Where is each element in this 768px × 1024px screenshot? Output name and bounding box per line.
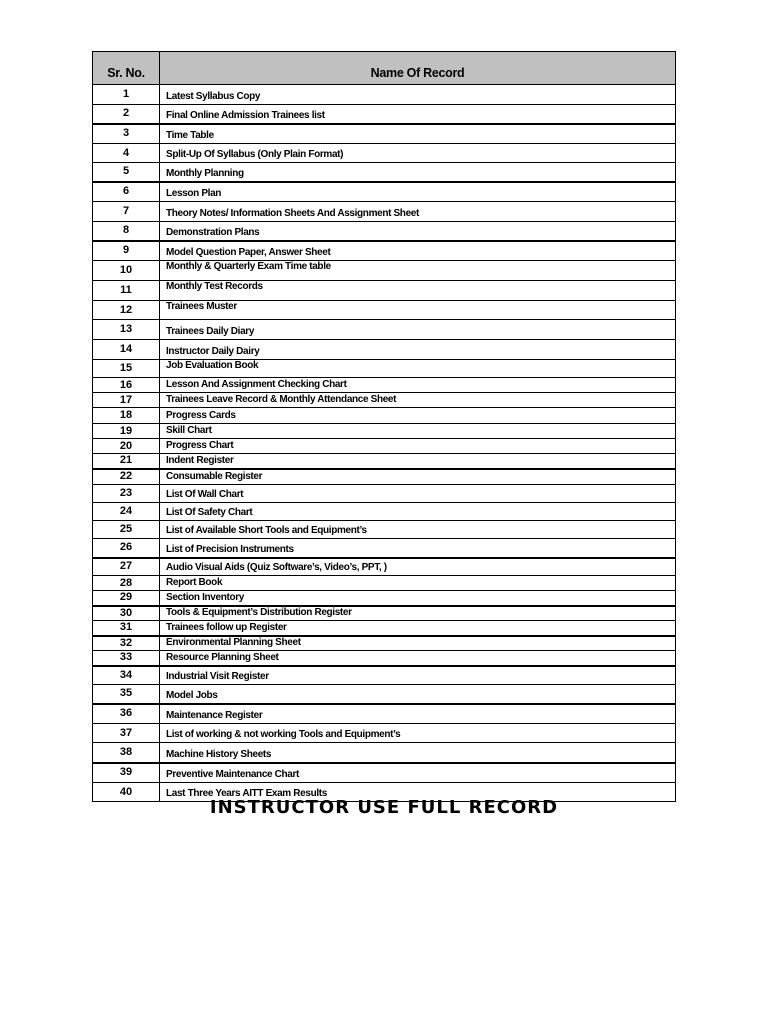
sr-no-cell: 28 (93, 576, 160, 591)
record-name-cell: List Of Wall Chart (160, 485, 676, 503)
table-row (93, 724, 676, 743)
table-row (93, 591, 676, 606)
sr-no-cell: 39 (93, 763, 160, 783)
sr-no-cell: 25 (93, 521, 160, 539)
record-name-cell: Model Question Paper, Answer Sheet (160, 241, 676, 261)
table-row (93, 424, 676, 439)
sr-no-cell: 33 (93, 651, 160, 666)
record-name-cell: Monthly & Quarterly Exam Time table (160, 261, 676, 281)
record-name-cell: Theory Notes/ Information Sheets And Assignment Sheet (160, 202, 676, 222)
record-name-cell: Trainees Leave Record & Monthly Attendance Sheet (160, 393, 676, 408)
header-sr-no: Sr. No. (93, 52, 160, 85)
record-name-cell: Progress Cards (160, 408, 676, 424)
record-name-cell: Demonstration Plans (160, 222, 676, 241)
record-name-cell: List of working & not working Tools and Equipment’s (160, 724, 676, 743)
record-name-cell: Report Book (160, 576, 676, 591)
record-name-cell: Last Three Years AITT Exam Results (160, 783, 676, 802)
record-name-cell: Final Online Admission Trainees list (160, 105, 676, 124)
record-name-cell: Preventive Maintenance Chart (160, 763, 676, 783)
sr-no-cell: 21 (93, 454, 160, 469)
record-name-cell: Consumable Register (160, 469, 676, 485)
sr-no-cell: 15 (93, 360, 160, 378)
record-name-cell: List of Precision Instruments (160, 539, 676, 558)
record-name-cell: Industrial Visit Register (160, 666, 676, 685)
sr-no-cell: 12 (93, 301, 160, 320)
table-row (93, 439, 676, 454)
table-row (93, 301, 676, 320)
sr-no-cell: 20 (93, 439, 160, 454)
sr-no-cell: 27 (93, 558, 160, 576)
sr-no-cell: 5 (93, 163, 160, 182)
sr-no-cell: 1 (93, 85, 160, 105)
table-row (93, 261, 676, 281)
table-row (93, 454, 676, 469)
header-name-of-record: Name Of Record (160, 52, 676, 85)
sr-no-cell: 9 (93, 241, 160, 261)
table-row (93, 743, 676, 763)
sr-no-cell: 16 (93, 378, 160, 393)
table-row (93, 521, 676, 539)
table-row (93, 666, 676, 685)
table-row (93, 503, 676, 521)
table-row (93, 485, 676, 503)
record-name-cell: Trainees Daily Diary (160, 320, 676, 340)
sr-no-cell: 19 (93, 424, 160, 439)
sr-no-cell: 6 (93, 182, 160, 202)
sr-no-cell: 22 (93, 469, 160, 485)
record-name-cell: Trainees follow up Register (160, 621, 676, 636)
table-row (93, 281, 676, 301)
records-table (92, 51, 676, 802)
record-name-cell: Latest Syllabus Copy (160, 85, 676, 105)
sr-no-cell: 26 (93, 539, 160, 558)
sr-no-cell: 13 (93, 320, 160, 340)
sr-no-cell: 29 (93, 591, 160, 606)
table-row (93, 469, 676, 485)
table-row (93, 704, 676, 724)
sr-no-cell: 2 (93, 105, 160, 124)
record-name-cell: Skill Chart (160, 424, 676, 439)
record-name-cell: Monthly Test Records (160, 281, 676, 301)
record-name-cell: Machine History Sheets (160, 743, 676, 763)
sr-no-cell: 23 (93, 485, 160, 503)
sr-no-cell: 31 (93, 621, 160, 636)
sr-no-cell: 37 (93, 724, 160, 743)
record-name-cell: Split-Up Of Syllabus (Only Plain Format) (160, 144, 676, 163)
sr-no-cell: 36 (93, 704, 160, 724)
table-row (93, 144, 676, 163)
table-row (93, 222, 676, 241)
table-row (93, 124, 676, 144)
record-name-cell: List Of Safety Chart (160, 503, 676, 521)
table-row (93, 408, 676, 424)
record-name-cell: Resource Planning Sheet (160, 651, 676, 666)
sr-no-cell: 8 (93, 222, 160, 241)
table-row (93, 621, 676, 636)
sr-no-cell: 34 (93, 666, 160, 685)
record-name-cell: Lesson And Assignment Checking Chart (160, 378, 676, 393)
record-name-cell: Environmental Planning Sheet (160, 636, 676, 651)
table-row (93, 378, 676, 393)
table-row (93, 651, 676, 666)
page-title: INSTRUCTOR USE FULL RECORD (209, 797, 559, 818)
table-row (93, 393, 676, 408)
record-name-cell: Section Inventory (160, 591, 676, 606)
table-row (93, 105, 676, 124)
record-name-cell: Progress Chart (160, 439, 676, 454)
record-name-cell: Indent Register (160, 454, 676, 469)
sr-no-cell: 40 (93, 783, 160, 802)
sr-no-cell: 14 (93, 340, 160, 360)
table-row (93, 576, 676, 591)
table-row (93, 360, 676, 378)
table-row (93, 85, 676, 105)
sr-no-cell: 18 (93, 408, 160, 424)
table-row (93, 241, 676, 261)
table-row (93, 539, 676, 558)
sr-no-cell: 3 (93, 124, 160, 144)
record-name-cell: List of Available Short Tools and Equipment’s (160, 521, 676, 539)
header-row (93, 52, 676, 85)
sr-no-cell: 24 (93, 503, 160, 521)
sr-no-cell: 17 (93, 393, 160, 408)
record-name-cell: Model Jobs (160, 685, 676, 704)
sr-no-cell: 38 (93, 743, 160, 763)
record-name-cell: Monthly Planning (160, 163, 676, 182)
sr-no-cell: 7 (93, 202, 160, 222)
sr-no-cell: 30 (93, 606, 160, 621)
table-row (93, 340, 676, 360)
table-row (93, 763, 676, 783)
sr-no-cell: 32 (93, 636, 160, 651)
record-name-cell: Maintenance Register (160, 704, 676, 724)
record-name-cell: Time Table (160, 124, 676, 144)
record-name-cell: Trainees Muster (160, 301, 676, 320)
record-name-cell: Audio Visual Aids (Quiz Software’s, Video’s, PPT, ) (160, 558, 676, 576)
record-name-cell: Lesson Plan (160, 182, 676, 202)
table-row (93, 558, 676, 576)
sr-no-cell: 4 (93, 144, 160, 163)
table-row (93, 182, 676, 202)
table-row (93, 606, 676, 621)
sr-no-cell: 35 (93, 685, 160, 704)
table-row (93, 636, 676, 651)
sr-no-cell: 11 (93, 281, 160, 301)
record-name-cell: Tools & Equipment’s Distribution Register (160, 606, 676, 621)
table-row (93, 685, 676, 704)
records-body (93, 85, 676, 802)
sr-no-cell: 10 (93, 261, 160, 281)
record-name-cell: Instructor Daily Dairy (160, 340, 676, 360)
table-row (93, 320, 676, 340)
table-row (93, 202, 676, 222)
table-row (93, 163, 676, 182)
record-name-cell: Job Evaluation Book (160, 360, 676, 378)
